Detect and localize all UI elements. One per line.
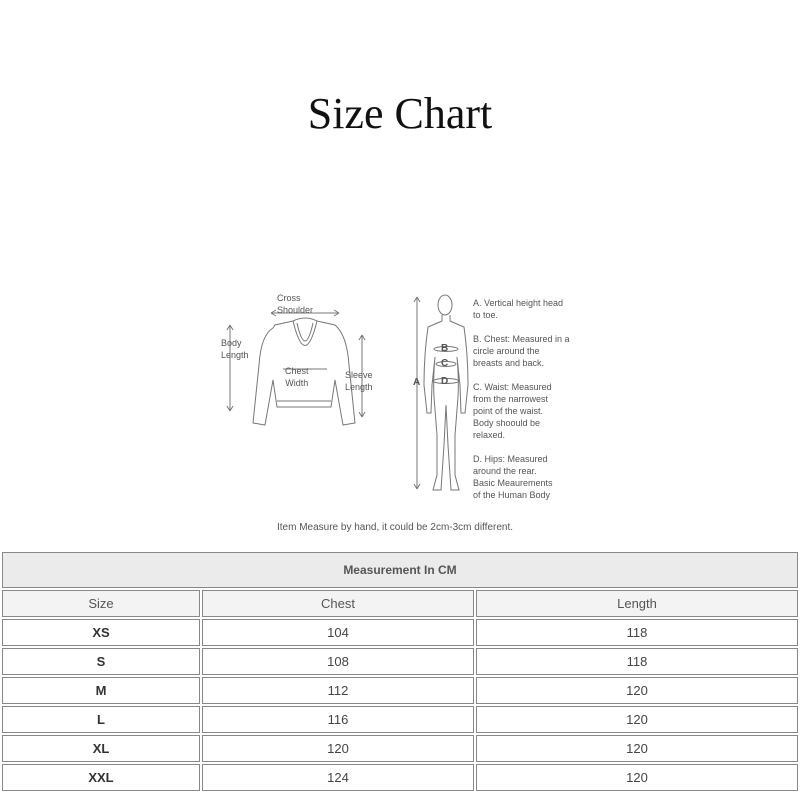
marker-d: D bbox=[441, 376, 449, 387]
page-title: Size Chart bbox=[307, 89, 493, 138]
length-cell: 118 bbox=[476, 648, 798, 675]
chest-cell: 120 bbox=[202, 735, 474, 762]
chest-cell: 124 bbox=[202, 764, 474, 791]
header-chest: Chest bbox=[202, 590, 474, 617]
table-row bbox=[2, 677, 798, 704]
chest-cell: 116 bbox=[202, 706, 474, 733]
size-cell: XL bbox=[2, 735, 200, 762]
header-length: Length bbox=[476, 590, 798, 617]
length-cell: 120 bbox=[476, 764, 798, 791]
length-cell: 118 bbox=[476, 619, 798, 646]
legend-b: B. Chest: Measured in a circle around the breasts and back. bbox=[473, 334, 570, 368]
marker-c: C bbox=[441, 358, 449, 369]
size-cell: S bbox=[2, 648, 200, 675]
table-row bbox=[2, 706, 798, 733]
chest-cell: 104 bbox=[202, 619, 474, 646]
size-table bbox=[0, 550, 800, 793]
size-cell: XS bbox=[2, 619, 200, 646]
length-cell: 120 bbox=[476, 706, 798, 733]
length-cell: 120 bbox=[476, 735, 798, 762]
measurement-diagram bbox=[215, 285, 595, 525]
size-cell: XXL bbox=[2, 764, 200, 791]
header-size: Size bbox=[2, 590, 200, 617]
legend-a: A. Vertical height head to toe. bbox=[473, 298, 564, 320]
legend-c: C. Waist: Measured from the narrowest point of the waist. Body shoould be relaxed. bbox=[473, 382, 552, 440]
table-caption: Measurement In CM bbox=[2, 552, 798, 588]
marker-b: B bbox=[441, 343, 449, 354]
size-cell: L bbox=[2, 706, 200, 733]
measurement-note: Item Measure by hand, it could be 2cm-3cm different. bbox=[276, 522, 514, 533]
size-cell: M bbox=[2, 677, 200, 704]
chest-width-label: Chest Width bbox=[285, 366, 309, 388]
table-row bbox=[2, 648, 798, 675]
table-row bbox=[2, 735, 798, 762]
chest-cell: 112 bbox=[202, 677, 474, 704]
table-header-row bbox=[2, 590, 798, 617]
sleeve-length-label: Sleeve Length bbox=[345, 370, 373, 392]
table-row bbox=[2, 619, 798, 646]
cross-shoulder-label: Cross Shoulder bbox=[277, 293, 314, 315]
table-row bbox=[2, 764, 798, 791]
legend-d: D. Hips: Measured around the rear. Basic Meaurements of the Human Body bbox=[473, 454, 553, 500]
marker-a: A bbox=[413, 377, 421, 388]
chest-cell: 108 bbox=[202, 648, 474, 675]
body-length-label: Body Length bbox=[221, 338, 249, 360]
length-cell: 120 bbox=[476, 677, 798, 704]
